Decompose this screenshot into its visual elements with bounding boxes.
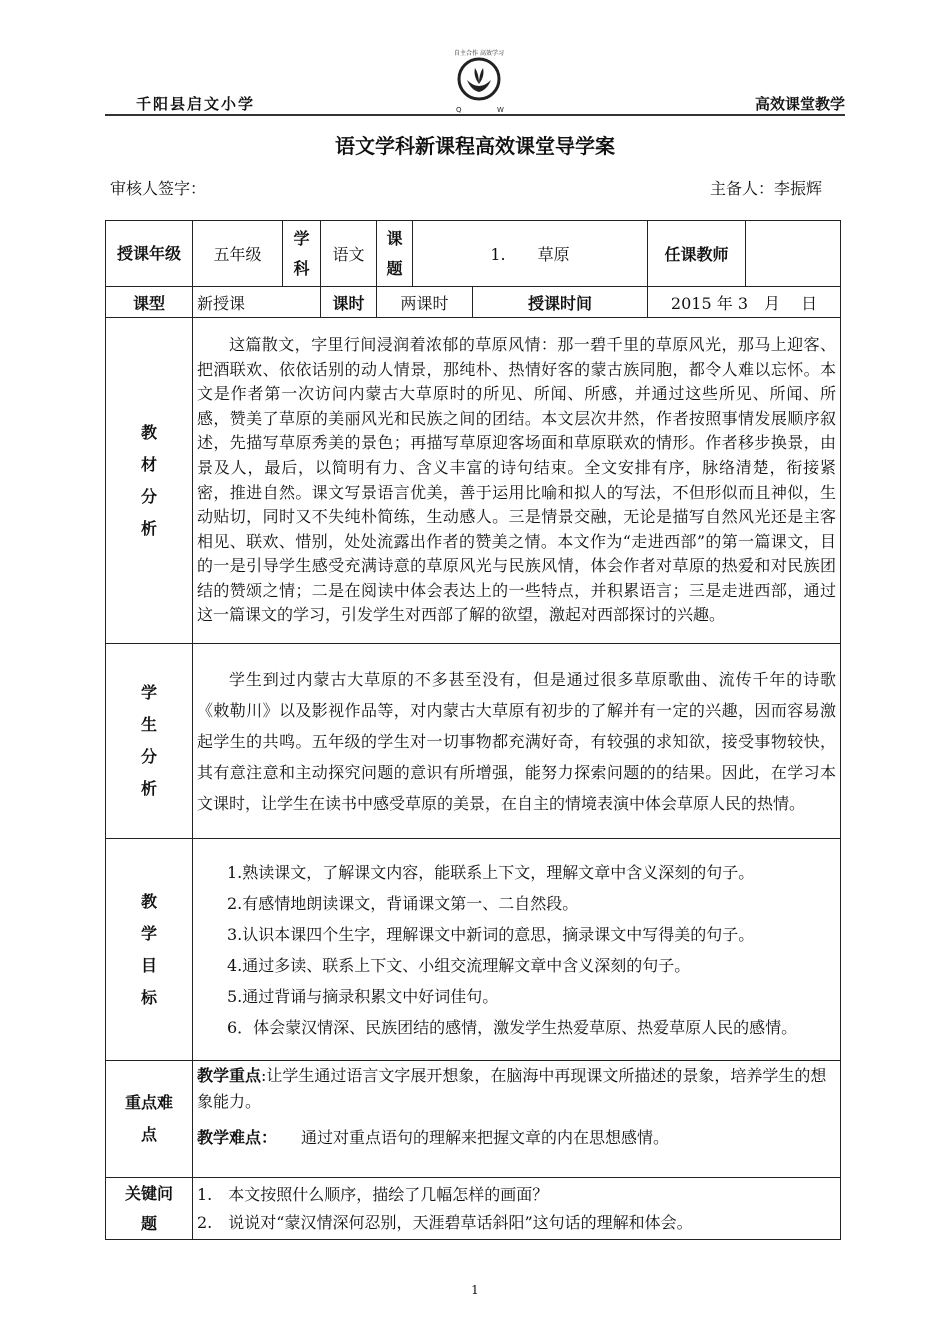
- objective-item: 3.认识本课四个生字，理解课文中新词的意思，摘录课文中写得美的句子。: [227, 924, 755, 944]
- school-name: 千阳县启文小学: [136, 95, 256, 113]
- student-analysis-label-text: 学生分析: [141, 683, 158, 798]
- objective-item: 1.熟读课文，了解课文内容，能联系上下文，理解文章中含义深刻的句子。: [227, 862, 755, 882]
- textbook-analysis-text: 这篇散文，字里行间浸润着浓郁的草原风情：那一碧千里的草原风光，那马上迎客、把酒联欢、依依话别的动人情景，那纯朴、热情好客的蒙古族同胞，都令人难以忘怀。本文是作者第一次访问内蒙古大草原时的所见、所闻、所感，并通过这些所见、所闻、所感，赞美了草原的美丽风光和民族之间的团结。本文层次井然，作者按照事情发展顺序叙述，先描写草原秀美的景色；再描写草原迎客场面和草原联欢的情形。作者移步换景，由景及人，最后，以简明有力、含义丰富的诗句结束。全文安排有序，脉络清楚，衔接紧密，推进自然。课文写景语言优美，善于运用比喻和拟人的写法，不但形似而且神似，生动贴切，同时又不失纯朴简练，生动感人。三是情景交融，无论是描写自然风光还是主客相见、联欢、惜别，处处流露出作者的赞美之情。本文作为“走进西部”的第一篇课文，目的一是引导学生感受充满诗意的草原风光与民族风情，体会作者对草原的热爱和对民族团结的赞颂之情；二是在阅读中体会表达上的一些特点，并积累语言；三是走进西部，通过这一篇课文的学习，引发学生对西部了解的欲望，激起对西部探讨的兴趣。: [197, 334, 837, 625]
- reviewer-signature-label: 审核人签字：: [110, 179, 207, 198]
- student-analysis-text: 学生到过内蒙古大草原的不多甚至没有，但是通过很多草原歌曲、流传千年的诗歌《敕勒川》以及影视作品等，对内蒙古大草原有初步的了解并有一定的兴趣，因而容易激起学生的共鸣。五年级的学生对一切事物都充满好奇，有较强的求知欲，接受事物较快，其有意注意和主动探究问题的意识有所增强，能努力探索问题的的结果。因此，在学习本文课时，让学生在读书中感受草原的美景，在自主的情境表演中体会草原人民的热情。: [197, 669, 837, 813]
- objectives-label-text: 教学目标: [141, 891, 158, 1007]
- teacher-label: 任课教师: [648, 221, 746, 287]
- student-analysis-label: [106, 644, 193, 839]
- hours-value: 两课时: [377, 287, 473, 318]
- focus-line: [197, 1063, 836, 1115]
- preparer: 主备人：李振辉: [709, 179, 822, 198]
- row-keypoints: [106, 1061, 841, 1178]
- header-slogan: 高效课堂教学: [754, 95, 845, 113]
- subject-value: 语文: [321, 221, 377, 287]
- grade-label: 授课年级: [106, 221, 193, 287]
- difficulty-line: [197, 1125, 836, 1151]
- objective-item: 6．体会蒙汉情深、民族团结的感情，激发学生热爱草原、热爱草原人民的感情。: [227, 1017, 798, 1037]
- school-logo: [443, 46, 515, 118]
- row-key-questions: [106, 1178, 841, 1240]
- focus-label: 教学重点: [197, 1066, 262, 1085]
- objective-item: 4.通过多读、联系上下文、小组交流理解文章中含义深刻的句子。: [227, 955, 691, 975]
- row-schedule: [106, 287, 841, 318]
- page-header: [105, 46, 845, 118]
- objective-item: 2.有感情地朗读课文，背诵课文第一、二自然段。: [227, 893, 579, 913]
- textbook-analysis-label: [106, 318, 193, 644]
- logo-motto: 自主合作 高效学习: [454, 50, 504, 57]
- row-course-info: [106, 221, 841, 287]
- teacher-value: [746, 221, 841, 287]
- textbook-analysis-cell: [193, 318, 841, 644]
- key-questions-label: 关键问题: [106, 1178, 193, 1240]
- question-item: 1. 本文按照什么顺序，描绘了几幅怎样的画面？: [197, 1184, 549, 1204]
- objectives-cell: [193, 839, 841, 1061]
- page-number: 1: [471, 1283, 479, 1297]
- type-label: 课型: [106, 287, 193, 318]
- row-objectives: [106, 839, 841, 1061]
- logo-letter-q: Q: [456, 106, 462, 114]
- type-value: 新授课: [193, 287, 321, 318]
- lesson-label: 课题: [377, 221, 413, 287]
- page-title: 语文学科新课程高效课堂导学案: [335, 134, 615, 158]
- header-divider: [105, 114, 845, 116]
- objectives-label: [106, 839, 193, 1061]
- objective-item: 5.通过背诵与摘录积累文中好词佳句。: [227, 986, 499, 1006]
- subject-label: 学科: [283, 221, 321, 287]
- keypoints-label: 重点难点: [106, 1061, 193, 1178]
- focus-text: :让学生通过语言文字展开想象，在脑海中再现课文所描述的景象，培养学生的想象能力。: [197, 1066, 827, 1111]
- logo-letter-w: W: [497, 106, 504, 114]
- row-student-analysis: [106, 644, 841, 839]
- time-value: 2015 年 3 月 日: [648, 287, 841, 318]
- grade-value: 五年级: [193, 221, 283, 287]
- time-label: 授课时间: [473, 287, 648, 318]
- student-analysis-cell: [193, 644, 841, 839]
- lesson-plan-table: [105, 220, 841, 1240]
- hours-label: 课时: [321, 287, 377, 318]
- question-item: 2. 说说对“蒙汉情深何忍别，天涯碧草话斜阳”这句话的理解和体会。: [197, 1212, 693, 1232]
- difficulty-label: 教学难点：: [197, 1128, 278, 1147]
- difficulty-text: 通过对重点语句的理解来把握文章的内在思想感情。: [301, 1128, 670, 1147]
- lesson-value: 1. 草原: [413, 221, 648, 287]
- keypoints-cell: [193, 1061, 841, 1178]
- row-textbook-analysis: [106, 318, 841, 644]
- key-questions-cell: [193, 1178, 841, 1240]
- textbook-analysis-label-text: 教材分析: [141, 422, 158, 538]
